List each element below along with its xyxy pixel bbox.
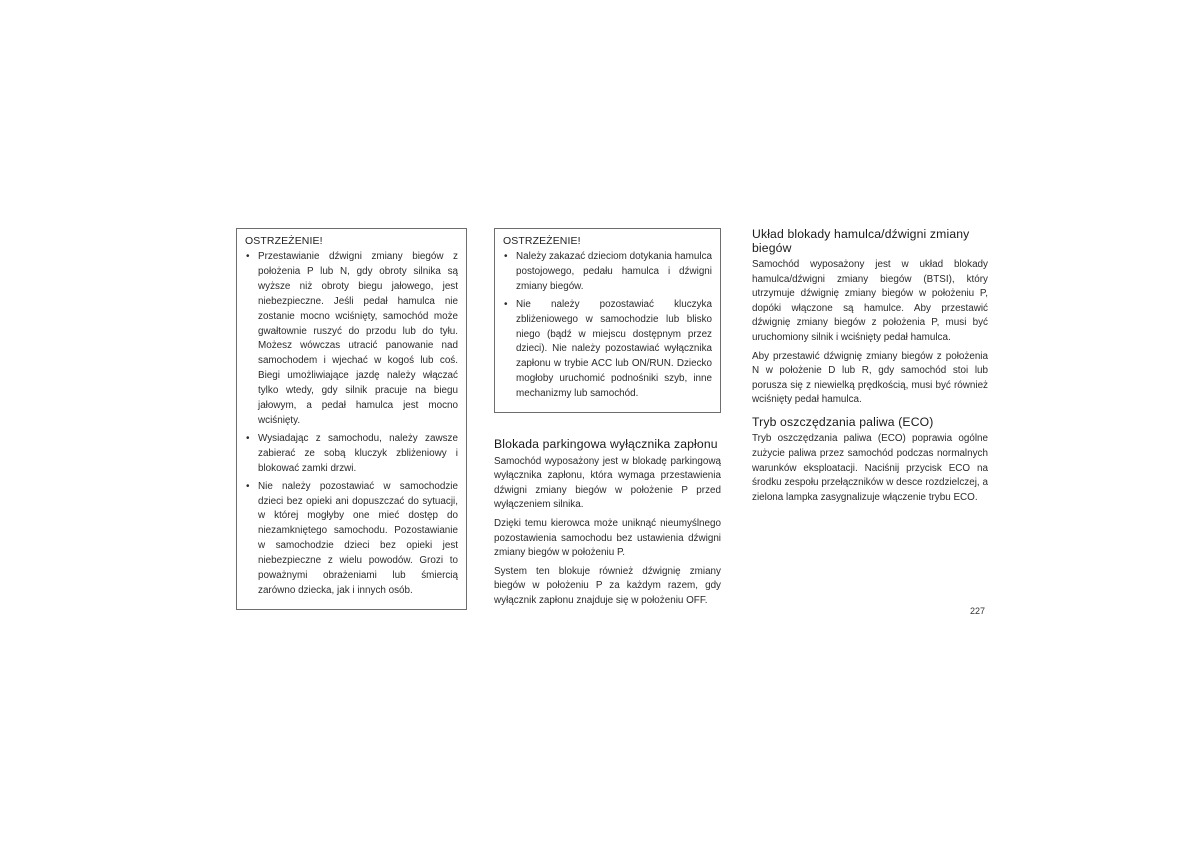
warning-list [503, 250, 712, 402]
paragraph: Tryb oszczędzania paliwa (ECO) poprawia ogólne zużycie paliwa przez samochód podczas normalnych warunków eksploatacji. Naciśnij przycisk ECO na środku zespołu przełączników w desce rozdzielczej, a zielona lampka zasygnalizuje włączenie trybu ECO. [752, 433, 988, 503]
paragraph: Samochód wyposażony jest w blokadę parkingową wyłącznika zapłonu, która wymaga przestawienia dźwigni zmiany biegów w położenie P przed wyłączeniem silnika. [494, 455, 721, 511]
warning-box [494, 228, 721, 413]
paragraph: Aby przestawić dźwignię zmiany biegów z położenia N w położenie D lub R, gdy samochód stoi lub porusza się z niewielką prędkością, musi być również wciśnięty pedał hamulca. [752, 350, 988, 406]
section-heading: Układ blokady hamulca/dźwigni zmiany biegów [752, 227, 970, 255]
warning-item: • Przestawianie dźwigni zmiany biegów z położenia P lub N, gdy obroty silnika są wyższe niż obroty biegu jałowego, jest niebezpieczne. Jeśli pedał hamulca nie zostanie mocno wciśnięty, samochód może gwałtownie ruszyć do przodu lub do tyłu. Możesz wówczas utracić panowanie nad samochodem i wjechać w kogoś lub coś. Biegi umożliwiające jazdę należy włączać tylko wtedy, gdy silnik pracuje na biegu jałowym, a pedał hamulca jest mocno wciśnięty. [245, 250, 458, 429]
section-heading: Blokada parkingowa wyłącznika zapłonu [494, 437, 718, 452]
paragraph: System ten blokuje również dźwignię zmiany biegów w położeniu P za każdym razem, gdy wyłącznik zapłonu znajduje się w położeniu OFF. [494, 565, 721, 606]
section-heading: Tryb oszczędzania paliwa (ECO) [752, 414, 934, 429]
paragraph: Samochód wyposażony jest w układ blokady hamulca/dźwigni zmiany biegów (BTSI), który utrzymuje dźwignię zmiany biegów w położeniu P, dopóki włączone są hamulce. Aby przestawić dźwignię zmiany biegów z położenia P, musi być uruchomiony silnik i wciśnięty pedał hamulca. [752, 259, 988, 343]
page-number: 227 [970, 606, 986, 616]
paragraph: Dzięki temu kierowca może uniknąć nieumyślnego pozostawienia samochodu bez ustawienia dźwigni zmiany biegów w położeniu P. [494, 517, 721, 559]
warning-item: • Wysiadając z samochodu, należy zawsze zabierać ze sobą kluczyk zbliżeniowy i blokować zamki drzwi. [245, 432, 458, 477]
column-right [752, 228, 988, 509]
column-middle [494, 228, 721, 613]
warning-item: • Nie należy pozostawiać kluczyka zbliżeniowego w samochodzie lub blisko niego (bądź w miejscu dostępnym przez dzieci). Nie należy pozostawiać wyłącznika zapłonu w trybie ACC lub ON/RUN. Dziecko mogłoby uruchomić podnośniki szyb, inne mechanizmy lub samochód. [503, 298, 712, 402]
column-left [236, 228, 467, 610]
warning-title: OSTRZEŻENIE! [503, 235, 581, 247]
warning-title: OSTRZEŻENIE! [245, 235, 323, 247]
warning-item: • Należy zakazać dzieciom dotykania hamulca postojowego, pedału hamulca i dźwigni zmiany biegów. [503, 250, 712, 295]
warning-box [236, 228, 467, 610]
warning-list [245, 250, 458, 599]
warning-item: • Nie należy pozostawiać w samochodzie dzieci bez opieki ani dopuszczać do sytuacji, w której mogłyby one mieć dostęp do niezamkniętego samochodu. Pozostawianie w samochodzie dzieci bez opieki jest niebezpieczne z wielu powodów. Grozi to poważnymi obrażeniami lub śmiercią zarówno dziecka, jak i innych osób. [245, 480, 458, 599]
